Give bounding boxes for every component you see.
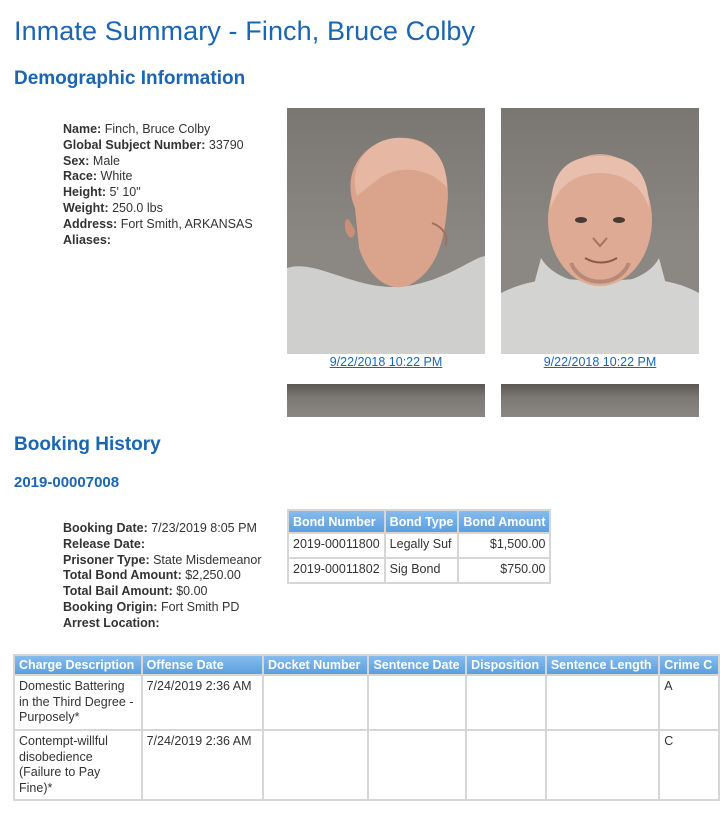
info-booking-origin: Booking Origin: Fort Smith PD xyxy=(63,599,240,614)
info-weight: Weight: 250.0 lbs xyxy=(63,200,163,215)
docket-number-cell xyxy=(263,730,368,800)
info-release-date: Release Date: xyxy=(63,536,145,551)
mugshot-profile-photo[interactable] xyxy=(287,108,485,354)
info-total-bond-amount: Total Bond Amount: $2,250.00 xyxy=(63,568,241,583)
crime-class-cell: C xyxy=(659,730,719,800)
table-row xyxy=(14,730,719,800)
offense-date-cell: 7/24/2019 2:36 AM xyxy=(142,675,263,730)
disposition-header: Disposition xyxy=(466,655,546,675)
booking-history-heading: Booking History xyxy=(14,434,161,455)
charges-table xyxy=(13,654,720,801)
info-address: Address: Fort Smith, ARKANSAS xyxy=(63,216,253,231)
bond-type-cell: Legally Suf xyxy=(385,533,459,558)
sentence-date-cell xyxy=(368,675,466,730)
info-name: Name: Finch, Bruce Colby xyxy=(63,122,211,136)
crime-class-header: Crime C xyxy=(659,655,719,675)
table-row xyxy=(288,558,550,583)
docket-number-cell xyxy=(263,675,368,730)
demographic-info xyxy=(63,122,253,248)
bond-amount-cell: $750.00 xyxy=(458,558,550,583)
table-row xyxy=(288,533,550,558)
info-race: Race: White xyxy=(63,169,133,184)
sentence-date-header: Sentence Date xyxy=(368,655,466,675)
bond-amount-header: Bond Amount xyxy=(458,510,550,533)
info-arrest-location: Arrest Location: xyxy=(63,615,160,630)
additional-photo-thumbnail[interactable] xyxy=(287,384,485,417)
info-height: Height: 5' 10" xyxy=(63,185,141,200)
crime-class-cell: A xyxy=(659,675,719,730)
sentence-length-header: Sentence Length xyxy=(546,655,659,675)
charge-description-cell: Contempt-willful disobedience (Failure to Pay Fine)* xyxy=(14,730,142,800)
offense-date-cell: 7/24/2019 2:36 AM xyxy=(142,730,263,800)
charges-table-container[interactable] xyxy=(13,654,720,824)
additional-photo-thumbnail[interactable] xyxy=(501,384,699,417)
bond-type-header: Bond Type xyxy=(385,510,459,533)
info-sex: Sex: Male xyxy=(63,153,120,168)
charge-description-cell: Domestic Battering in the Third Degree - Purposely* xyxy=(14,675,142,730)
page-title: Inmate Summary - Finch, Bruce Colby xyxy=(14,16,476,46)
info-total-bail-amount: Total Bail Amount: $0.00 xyxy=(63,584,208,599)
mugshot-front-date-link[interactable]: 9/22/2018 10:22 PM xyxy=(543,355,657,369)
bond-type-cell: Sig Bond xyxy=(385,558,459,583)
sentence-date-cell xyxy=(368,730,466,800)
demographic-heading: Demographic Information xyxy=(14,68,246,89)
bond-table-header-row xyxy=(288,510,550,533)
bond-amount-cell: $1,500.00 xyxy=(458,533,550,558)
mugshot-front-photo[interactable] xyxy=(501,108,699,354)
booking-number: 2019-00007008 xyxy=(14,474,120,491)
bond-table xyxy=(287,509,551,584)
info-booking-date: Booking Date: 7/23/2019 8:05 PM xyxy=(63,521,257,535)
mugshot-profile-date-link[interactable]: 9/22/2018 10:22 PM xyxy=(329,355,443,369)
info-prisoner-type: Prisoner Type: State Misdemeanor xyxy=(63,552,262,567)
offense-date-header: Offense Date xyxy=(142,655,263,675)
bond-number-header: Bond Number xyxy=(288,510,385,533)
docket-number-header: Docket Number xyxy=(263,655,368,675)
charges-table-header-row xyxy=(14,655,719,675)
bond-number-cell: 2019-00011800 xyxy=(288,533,385,558)
disposition-cell xyxy=(466,675,546,730)
booking-info xyxy=(63,521,261,632)
info-global-subject-number: Global Subject Number: 33790 xyxy=(63,137,244,152)
sentence-length-cell xyxy=(546,675,659,730)
charge-description-header: Charge Description xyxy=(14,655,142,675)
disposition-cell xyxy=(466,730,546,800)
sentence-length-cell xyxy=(546,730,659,800)
bond-number-cell: 2019-00011802 xyxy=(288,558,385,583)
table-row xyxy=(14,675,719,730)
info-aliases: Aliases: xyxy=(63,232,111,247)
